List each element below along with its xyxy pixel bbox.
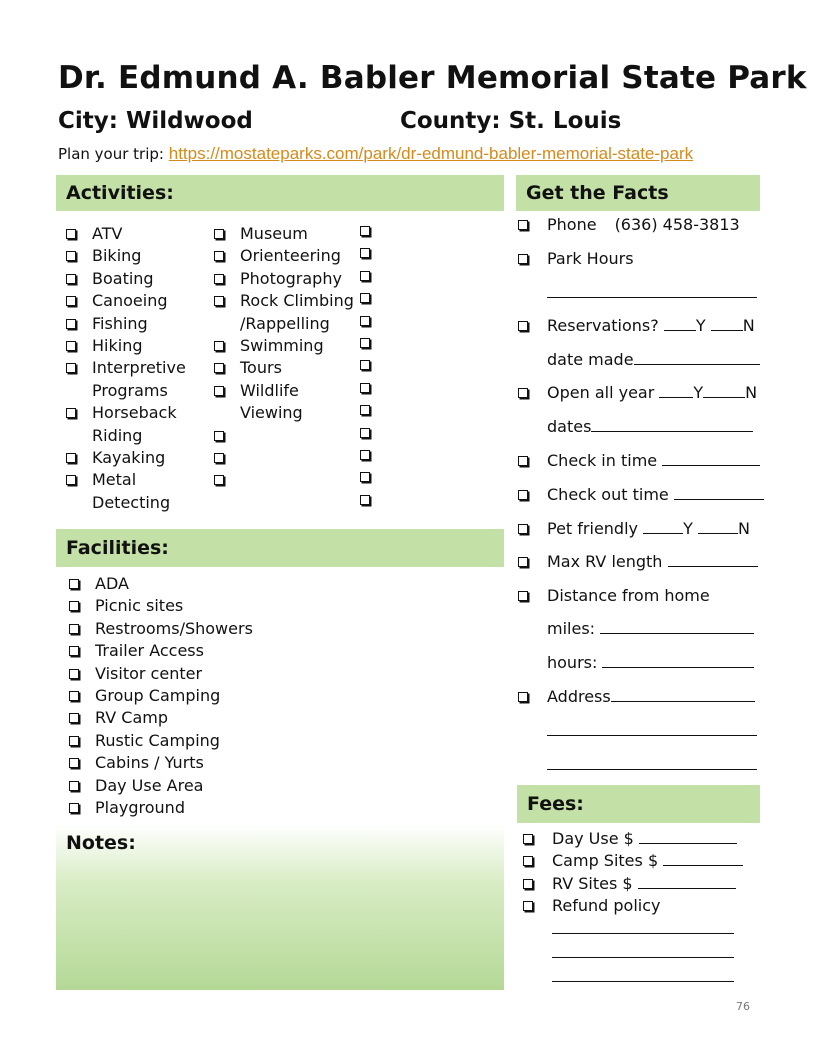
activity-metal-detecting[interactable]: [64, 469, 202, 514]
checkbox-icon[interactable]: [360, 293, 370, 303]
facility-picnic-sites[interactable]: [67, 595, 327, 617]
checkbox-icon[interactable]: [66, 475, 76, 485]
checkbox-icon[interactable]: [69, 803, 79, 813]
facility-playground[interactable]: [67, 797, 327, 819]
facility-day-use-area[interactable]: [67, 775, 327, 797]
checkbox-icon[interactable]: [66, 274, 76, 284]
park-url-link[interactable]: https://mostateparks.com/park/dr-edmund-babler-memorial-state-park: [168, 144, 694, 163]
activities-col1: [64, 223, 204, 514]
activity-hiking[interactable]: [64, 335, 204, 357]
park-hours-label: Park Hours: [547, 249, 634, 268]
checkbox-icon[interactable]: [66, 296, 76, 306]
activity-biking[interactable]: [64, 245, 204, 267]
checkbox-icon[interactable]: [523, 856, 533, 866]
checkbox-icon[interactable]: [360, 226, 370, 236]
checkbox-icon[interactable]: [69, 669, 79, 679]
checkbox-icon[interactable]: [214, 274, 224, 284]
facility-rv-camp[interactable]: [67, 707, 327, 729]
checkbox-icon[interactable]: [66, 319, 76, 329]
checkbox-icon[interactable]: [69, 624, 79, 634]
facility-group-camping[interactable]: [67, 685, 327, 707]
refund-line[interactable]: [521, 918, 743, 942]
notes-heading: Notes:: [66, 832, 136, 854]
checkbox-icon[interactable]: [214, 386, 224, 396]
hours-label: hours:: [547, 653, 598, 672]
date-made-label: date made: [547, 350, 634, 369]
activity-label: Swimming: [240, 336, 324, 356]
checkbox-icon[interactable]: [518, 254, 528, 264]
checkbox-icon[interactable]: [66, 229, 76, 239]
checkbox-icon[interactable]: [214, 363, 224, 373]
phone-label: Phone: [547, 215, 597, 234]
checkbox-icon[interactable]: [69, 579, 79, 589]
checkbox-icon[interactable]: [518, 557, 528, 567]
refund-line[interactable]: [521, 942, 743, 966]
checkbox-icon[interactable]: [523, 834, 533, 844]
activity-label: Biking: [92, 246, 142, 266]
reservations-label: Reservations?: [547, 316, 659, 335]
fee-day-use[interactable]: [521, 828, 743, 850]
checkbox-icon[interactable]: [214, 251, 224, 261]
no-label: N: [737, 519, 750, 538]
fees-heading-text: Fees:: [527, 793, 584, 815]
facility-visitor-center[interactable]: [67, 663, 327, 685]
facts-heading-text: Get the Facts: [526, 182, 669, 204]
checkbox-icon[interactable]: [523, 879, 533, 889]
activity-label: Interpretive Programs: [92, 358, 186, 400]
activity-blank[interactable]: [212, 425, 352, 447]
activities-heading-text: Activities:: [66, 182, 174, 204]
activity-label: Rock Climbing /Rappelling: [240, 291, 354, 333]
checkbox-icon[interactable]: [518, 456, 528, 466]
plan-label: Plan your trip:: [58, 145, 169, 163]
checkbox-icon[interactable]: [69, 758, 79, 768]
checkbox-icon[interactable]: [66, 341, 76, 351]
activity-fishing[interactable]: [64, 313, 204, 335]
checkbox-icon[interactable]: [360, 360, 370, 370]
checkbox-icon[interactable]: [518, 490, 528, 500]
activity-label: Museum: [240, 224, 308, 243]
activity-horseback-riding[interactable]: [64, 402, 202, 447]
facility-rustic-camping[interactable]: [67, 730, 327, 752]
yes-label: Y: [693, 383, 704, 402]
facts-heading: [516, 175, 760, 211]
activity-label: Canoeing: [92, 291, 168, 311]
checkbox-icon[interactable]: [360, 428, 370, 438]
activity-label: Horseback Riding: [92, 403, 177, 445]
activity-blank[interactable]: [212, 447, 352, 469]
checkbox-icon[interactable]: [214, 229, 224, 239]
fee-label: Refund policy: [552, 896, 661, 916]
checkbox-icon[interactable]: [69, 601, 79, 611]
activities-col2: [212, 223, 352, 492]
page-number: 76: [736, 1000, 750, 1013]
checkbox-icon[interactable]: [360, 338, 370, 348]
checkbox-icon[interactable]: [523, 901, 533, 911]
checkbox-icon[interactable]: [360, 271, 370, 281]
facility-label: ADA: [95, 574, 129, 593]
activity-interpretive-programs[interactable]: [64, 357, 202, 402]
plan-your-trip: [58, 144, 693, 164]
checkbox-icon[interactable]: [69, 736, 79, 746]
activity-label: Boating: [92, 268, 154, 288]
facility-label: Day Use Area: [95, 775, 204, 795]
fee-label: Day Use $: [552, 829, 634, 848]
facility-label: Group Camping: [95, 686, 221, 706]
fees-list: [521, 828, 743, 990]
checkbox-icon[interactable]: [214, 475, 224, 485]
facility-restrooms[interactable]: [67, 618, 327, 640]
checkbox-icon[interactable]: [214, 431, 224, 441]
pet-friendly-label: Pet friendly: [547, 519, 638, 538]
checkbox-icon[interactable]: [518, 524, 528, 534]
facility-label: Rustic Camping: [95, 730, 220, 750]
activity-label: Tours: [240, 358, 282, 378]
yes-label: Y: [683, 519, 693, 538]
checkbox-icon[interactable]: [518, 388, 528, 398]
checkbox-icon[interactable]: [518, 692, 528, 702]
checkbox-icon[interactable]: [66, 408, 76, 418]
checkbox-icon[interactable]: [360, 248, 370, 258]
checkbox-icon[interactable]: [214, 341, 224, 351]
distance-label: Distance from home: [547, 586, 710, 605]
activity-label: Kayaking: [92, 448, 166, 468]
activities-heading: [56, 175, 504, 211]
page-title: Dr. Edmund A. Babler Memorial State Park: [58, 60, 807, 96]
checkbox-icon[interactable]: [518, 220, 528, 230]
notes-area[interactable]: [56, 824, 504, 990]
checkbox-icon[interactable]: [66, 251, 76, 261]
activity-atv[interactable]: [64, 223, 204, 245]
fee-label: Camp Sites $: [552, 851, 659, 871]
checkbox-icon[interactable]: [360, 383, 370, 393]
open-all-year-label: Open all year: [547, 383, 655, 402]
checkbox-icon[interactable]: [69, 691, 79, 701]
activity-kayaking[interactable]: [64, 447, 204, 469]
facilities-list: [67, 573, 327, 819]
checkbox-icon[interactable]: [360, 472, 370, 482]
facility-label: Trailer Access: [95, 641, 204, 661]
activity-canoeing[interactable]: [64, 290, 204, 312]
activity-swimming[interactable]: [212, 335, 352, 357]
checkbox-icon[interactable]: [360, 316, 370, 326]
activity-boating[interactable]: [64, 268, 204, 290]
check-in-label: Check in time: [547, 451, 658, 470]
no-label: N: [742, 316, 755, 335]
checkbox-icon[interactable]: [66, 453, 76, 463]
activity-rock-climbing[interactable]: [212, 290, 358, 335]
checkbox-icon[interactable]: [69, 781, 79, 791]
address-label: Address: [547, 687, 611, 706]
activity-wildlife-viewing[interactable]: [212, 380, 350, 425]
miles-label: miles:: [547, 619, 596, 638]
activity-label: Metal Detecting: [92, 470, 171, 512]
checkbox-icon[interactable]: [360, 405, 370, 415]
refund-line[interactable]: [521, 966, 743, 990]
fee-camp-sites[interactable]: [521, 850, 743, 872]
fee-rv-sites[interactable]: [521, 873, 743, 895]
facility-ada[interactable]: [67, 573, 327, 595]
checkbox-icon[interactable]: [69, 646, 79, 656]
checkbox-icon[interactable]: [360, 450, 370, 460]
fee-refund-policy[interactable]: [521, 895, 743, 917]
facilities-heading: [56, 529, 504, 567]
activity-orienteering[interactable]: [212, 245, 352, 267]
activity-museum[interactable]: [212, 223, 352, 245]
facility-label: Visitor center: [95, 663, 203, 683]
activity-label: Wildlife Viewing: [240, 380, 303, 423]
checkbox-icon[interactable]: [518, 591, 528, 601]
county-label: County: St. Louis: [400, 108, 622, 134]
phone-value: (636) 458-3813: [614, 215, 740, 234]
yes-label: Y: [695, 316, 706, 335]
checkbox-icon[interactable]: [214, 296, 224, 306]
fee-label: RV Sites $: [552, 873, 633, 893]
facility-label: Picnic sites: [95, 596, 184, 616]
facility-trailer-access[interactable]: [67, 640, 327, 662]
check-out-label: Check out time: [547, 485, 669, 504]
facility-label: Playground: [95, 798, 185, 818]
checkbox-icon[interactable]: [518, 321, 528, 331]
facility-label: Cabins / Yurts: [95, 753, 204, 773]
activity-photography[interactable]: [212, 268, 352, 290]
activity-label: Photography: [240, 268, 342, 288]
checkbox-icon[interactable]: [66, 363, 76, 373]
activities-col3: [360, 226, 370, 517]
checkbox-icon[interactable]: [360, 495, 370, 505]
activity-blank[interactable]: [212, 469, 352, 491]
max-rv-label: Max RV length: [547, 552, 663, 571]
fees-heading: [517, 785, 760, 823]
no-label: N: [745, 383, 758, 402]
checkbox-icon[interactable]: [69, 713, 79, 723]
activity-tours[interactable]: [212, 357, 352, 379]
facility-cabins-yurts[interactable]: [67, 752, 327, 774]
activity-label: Orienteering: [240, 246, 341, 266]
facility-label: RV Camp: [95, 708, 168, 728]
facilities-heading-text: Facilities:: [66, 537, 169, 559]
activity-label: ATV: [92, 224, 123, 243]
facility-label: Restrooms/Showers: [95, 618, 253, 638]
activity-label: Hiking: [92, 336, 143, 356]
city-label: City: Wildwood: [58, 108, 253, 134]
checkbox-icon[interactable]: [214, 453, 224, 463]
dates-label: dates: [547, 417, 592, 436]
activity-label: Fishing: [92, 313, 148, 333]
